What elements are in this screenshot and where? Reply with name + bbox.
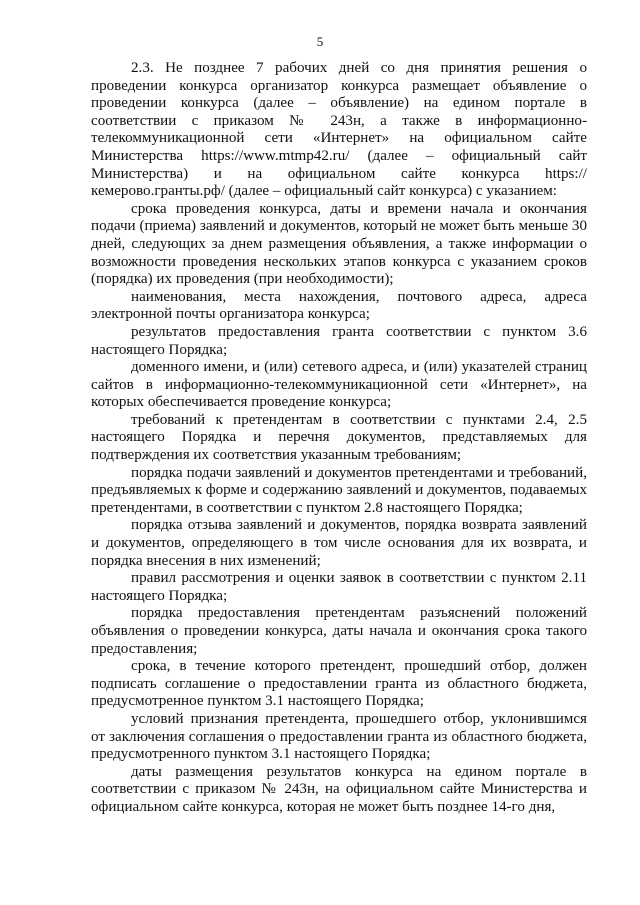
paragraph-evasion-conditions: условий признания претендента, прошедшего отбор, уклонившимся от заключения соглашения о предоставлении гранта из областного бюджета, предусмотренного пунктом 3.1 настоящего Порядка; — [91, 710, 587, 763]
paragraph-domain-name: доменного имени, и (или) сетевого адреса, и (или) указателей страниц сайтов в информационно-телекоммуникационной сети «Интернет», на которых обеспечивается проведение конкурса; — [91, 359, 587, 411]
page-number: 5 — [316, 34, 324, 49]
paragraph-grant-results: результатов предоставления гранта соответствии с пунктом 3.6 настоящего Порядка; — [91, 323, 587, 358]
paragraph-applicant-requirements: требований к претендентам в соответствии с пунктами 2.4, 2.5 настоящего Порядка и перечня документов, представляемых для подтверждения их соответствия указанным требованиям; — [91, 411, 587, 464]
paragraph-organizer-details: наименования, места нахождения, почтового адреса, адреса электронной почты организатора конкурса; — [91, 288, 587, 323]
paragraph-submission-procedure: порядка подачи заявлений и документов претендентами и требований, предъявляемых к форме и содержанию заявлений и документов, подаваемых претендентами, в соответствии с пунктом 2.8 настоящего Порядка; — [91, 464, 587, 516]
paragraph-evaluation-rules: правил рассмотрения и оценки заявок в соответствии с пунктом 2.11 настоящего Порядка; — [91, 570, 587, 604]
paragraph-2-3: 2.3. Не позднее 7 рабочих дней со дня принятия решения о проведении конкурса организатор конкурса размещает объявление о проведении конкурса (далее – объявление) на едином портале в соответствии с приказом № 243н, а также в информационно-телекоммуникационной сети «Интернет» на официальном сайте Министерства https://www.mtmp42.ru/ (далее – официальный сайт Министерства) и на официальном сайте конкурса https://кемерово.гранты.рф/ (далее – официальный сайт конкурса) с указанием: — [91, 60, 587, 200]
document-body — [91, 60, 587, 817]
paragraph-signing-term: срока, в течение которого претендент, прошедший отбор, должен подписать соглашение о предоставлении гранта из областного бюджета, предусмотренное пунктом 3.1 настоящего Порядка; — [91, 658, 587, 710]
paragraph-contest-term: срока проведения конкурса, даты и времени начала и окончания подачи (приема) заявлений и документов, который не может быть меньше 30 дней, следующих за днем размещения объявления, а также информации о возможности проведения нескольких этапов конкурса с указанием сроков (порядка) их проведения (при необходимости); — [91, 200, 587, 288]
paragraph-clarification-procedure: порядка предоставления претендентам разъяснений положений объявления о проведении конкурса, даты начала и окончания срока такого предоставления; — [91, 605, 587, 657]
paragraph-results-publication: даты размещения результатов конкурса на едином портале в соответствии с приказом № 243н, на официальном сайте Министерства и официальном сайте конкурса, которая не может быть позднее 14-го дня, — [91, 763, 587, 815]
paragraph-withdrawal-procedure: порядка отзыва заявлений и документов, порядка возврата заявлений и документов, определяющего в том числе основания для их возврата, и порядка внесения в них изменений; — [91, 517, 587, 569]
